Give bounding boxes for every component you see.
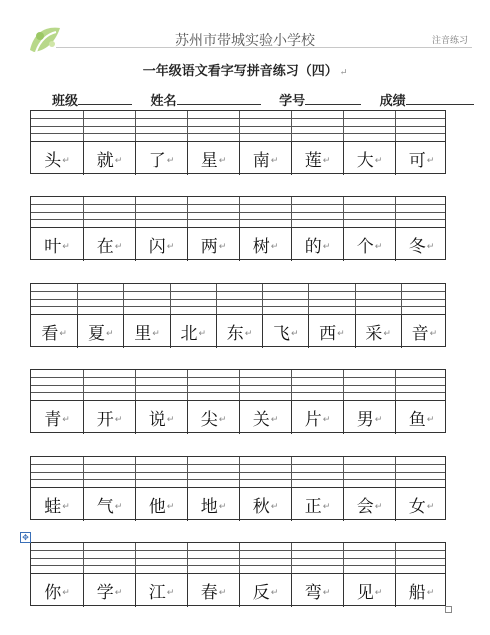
- pinyin-answer-cell[interactable]: [355, 284, 401, 314]
- hanzi-character: 气: [96, 496, 114, 517]
- character-cell: [135, 141, 187, 175]
- paragraph-mark: ↵: [218, 588, 227, 598]
- character-cell: [83, 487, 135, 521]
- pinyin-answer-cell[interactable]: [135, 457, 187, 487]
- character-cell: [343, 141, 395, 175]
- character-cell: [187, 227, 239, 261]
- paragraph-mark: ↵: [244, 329, 253, 339]
- paragraph-mark: ↵: [166, 415, 175, 425]
- hanzi-character: 两: [200, 236, 218, 257]
- character-cell: [77, 314, 123, 348]
- paragraph-mark: ↵: [426, 415, 435, 425]
- hanzi-character: 叶: [44, 236, 62, 257]
- pinyin-answer-cell[interactable]: [187, 370, 239, 400]
- paragraph-mark: ↵: [218, 415, 227, 425]
- pinyin-answer-cell[interactable]: [31, 543, 83, 573]
- hanzi-character: 女: [408, 496, 426, 517]
- character-cell: [291, 400, 343, 434]
- pinyin-answer-cell[interactable]: [239, 197, 291, 227]
- hanzi-character: 南: [252, 150, 270, 171]
- name-label: 姓名: [150, 94, 177, 109]
- character-cell: [291, 573, 343, 607]
- hanzi-character: 头: [44, 150, 62, 171]
- character-cell: [343, 227, 395, 261]
- character-cell: [395, 573, 447, 607]
- practice-row-3: [30, 283, 446, 347]
- pinyin-answer-cell[interactable]: [31, 457, 83, 487]
- paragraph-mark: ↵: [114, 242, 123, 252]
- paragraph-mark: ↵: [218, 502, 227, 512]
- pinyin-answer-cell[interactable]: [343, 197, 395, 227]
- character-cell: [343, 487, 395, 521]
- pinyin-answer-cell[interactable]: [123, 284, 169, 314]
- paragraph-mark: ↵: [374, 502, 383, 512]
- hanzi-character: 北: [180, 323, 198, 344]
- character-cell: [291, 141, 343, 175]
- paragraph-mark: ↵: [270, 415, 279, 425]
- pinyin-answer-cell[interactable]: [83, 197, 135, 227]
- pinyin-answer-cell[interactable]: [187, 543, 239, 573]
- hanzi-character: 江: [148, 582, 166, 603]
- paragraph-mark: ↵: [374, 242, 383, 252]
- character-cell: [343, 400, 395, 434]
- pinyin-answer-cell[interactable]: [239, 457, 291, 487]
- hanzi-character: 会: [356, 496, 374, 517]
- hanzi-character: 正: [304, 496, 322, 517]
- pinyin-answer-cell[interactable]: [135, 370, 187, 400]
- class-blank[interactable]: [78, 92, 132, 105]
- hanzi-character: 学: [96, 582, 114, 603]
- character-cell: [170, 314, 216, 348]
- paragraph-mark: ↵: [218, 242, 227, 252]
- hanzi-character: 见: [356, 582, 374, 603]
- character-cell: [135, 487, 187, 521]
- pinyin-answer-cell[interactable]: [395, 197, 447, 227]
- score-blank[interactable]: [406, 92, 474, 105]
- header-rule: [56, 47, 472, 48]
- pinyin-answer-cell[interactable]: [291, 457, 343, 487]
- student-number-blank[interactable]: [305, 92, 361, 105]
- paragraph-mark: ↵: [426, 156, 435, 166]
- pinyin-answer-cell[interactable]: [83, 457, 135, 487]
- pinyin-answer-cell[interactable]: [187, 457, 239, 487]
- hanzi-character: 夏: [88, 323, 106, 344]
- hanzi-character: 男: [356, 409, 374, 430]
- pinyin-answer-cell[interactable]: [135, 111, 187, 141]
- character-cell: [395, 400, 447, 434]
- hanzi-character: 片: [304, 409, 322, 430]
- pinyin-answer-cell[interactable]: [291, 197, 343, 227]
- paragraph-mark: ↵: [270, 502, 279, 512]
- practice-row-1: [30, 110, 446, 174]
- pinyin-answer-cell[interactable]: [216, 284, 262, 314]
- paragraph-mark: ↵: [62, 415, 70, 425]
- hanzi-character: 开: [96, 409, 114, 430]
- paragraph-mark: ↵: [429, 329, 438, 339]
- paragraph-mark: ↵: [322, 415, 331, 425]
- character-cell: [291, 227, 343, 261]
- hanzi-character: 西: [319, 323, 337, 344]
- character-cell: [123, 314, 169, 348]
- hanzi-character: 船: [408, 582, 426, 603]
- paragraph-mark: ↵: [339, 68, 348, 78]
- character-cell: [83, 573, 135, 607]
- hanzi-character: 反: [252, 582, 270, 603]
- pinyin-answer-cell[interactable]: [77, 284, 123, 314]
- hanzi-character: 弯: [304, 582, 322, 603]
- pinyin-answer-cell[interactable]: [83, 543, 135, 573]
- hanzi-character: 蛙: [44, 496, 62, 517]
- hanzi-character: 树: [252, 236, 270, 257]
- character-cell: [395, 227, 447, 261]
- paragraph-mark: ↵: [106, 329, 114, 339]
- paragraph-mark: ↵: [270, 588, 279, 598]
- paragraph-mark: ↵: [270, 242, 279, 252]
- hanzi-character: 冬: [408, 236, 426, 257]
- paragraph-mark: ↵: [62, 502, 70, 512]
- character-cell: [239, 227, 291, 261]
- character-cell: [343, 573, 395, 607]
- paragraph-mark: ↵: [374, 588, 383, 598]
- paragraph-mark: ↵: [62, 242, 70, 252]
- character-cell: [239, 141, 291, 175]
- name-blank[interactable]: [177, 92, 261, 105]
- character-cell: [31, 314, 77, 348]
- character-cell: [31, 400, 83, 434]
- pinyin-answer-cell[interactable]: [343, 111, 395, 141]
- page-title: [0, 60, 490, 79]
- paragraph-mark: ↵: [114, 502, 123, 512]
- pinyin-answer-cell[interactable]: [135, 543, 187, 573]
- school-name: 苏州市带城实验小学校: [175, 33, 315, 49]
- character-cell: [135, 573, 187, 607]
- pinyin-answer-cell[interactable]: [291, 111, 343, 141]
- paragraph-mark: ↵: [374, 415, 383, 425]
- pinyin-answer-cell[interactable]: [187, 111, 239, 141]
- character-cell: [216, 314, 262, 348]
- pinyin-answer-cell[interactable]: [291, 543, 343, 573]
- pinyin-answer-cell[interactable]: [31, 197, 83, 227]
- hanzi-character: 关: [252, 409, 270, 430]
- character-cell: [355, 314, 401, 348]
- student-number-label: 学号: [279, 94, 306, 109]
- hanzi-character: 地: [200, 496, 218, 517]
- character-cell: [291, 487, 343, 521]
- character-cell: [187, 487, 239, 521]
- character-cell: [187, 573, 239, 607]
- character-cell: [31, 227, 83, 261]
- pinyin-answer-cell[interactable]: [401, 284, 447, 314]
- pinyin-answer-cell[interactable]: [343, 457, 395, 487]
- practice-row-4: [30, 369, 446, 433]
- paragraph-mark: ↵: [218, 156, 227, 166]
- hanzi-character: 秋: [252, 496, 270, 517]
- pinyin-answer-cell[interactable]: [395, 111, 447, 141]
- hanzi-character: 音: [411, 323, 429, 344]
- hanzi-character: 青: [44, 409, 62, 430]
- hanzi-character: 他: [148, 496, 166, 517]
- character-cell: [239, 400, 291, 434]
- paragraph-mark: ↵: [270, 156, 279, 166]
- paragraph-mark: ↵: [426, 588, 435, 598]
- paragraph-mark: ↵: [152, 329, 160, 339]
- hanzi-character: 采: [365, 323, 383, 344]
- pinyin-answer-cell[interactable]: [395, 457, 447, 487]
- hanzi-character: 闪: [148, 236, 166, 257]
- paragraph-mark: ↵: [166, 156, 175, 166]
- hanzi-character: 就: [96, 150, 114, 171]
- paragraph-mark: ↵: [337, 329, 345, 339]
- paragraph-mark: ↵: [62, 156, 70, 166]
- paragraph-mark: ↵: [114, 156, 123, 166]
- paragraph-mark: ↵: [198, 329, 207, 339]
- table-resize-handle[interactable]: [445, 606, 452, 613]
- pinyin-answer-cell[interactable]: [135, 197, 187, 227]
- character-cell: [31, 487, 83, 521]
- score-label: 成绩: [379, 94, 406, 109]
- paragraph-mark: ↵: [322, 588, 331, 598]
- hanzi-character: 东: [226, 323, 244, 344]
- paragraph-mark: ↵: [114, 588, 123, 598]
- paragraph-mark: ↵: [322, 156, 331, 166]
- pinyin-answer-cell[interactable]: [239, 543, 291, 573]
- hanzi-character: 个: [356, 236, 374, 257]
- header-tag: 注音练习: [431, 36, 468, 46]
- practice-row-6: [30, 542, 446, 606]
- character-cell: [31, 573, 83, 607]
- paragraph-mark: ↵: [166, 242, 175, 252]
- character-cell: [187, 400, 239, 434]
- practice-row-5: [30, 456, 446, 520]
- pinyin-answer-cell[interactable]: [395, 543, 447, 573]
- table-move-handle-icon[interactable]: ✥: [20, 532, 31, 543]
- paragraph-mark: ↵: [322, 242, 331, 252]
- character-cell: [395, 487, 447, 521]
- class-label: 班级: [52, 94, 79, 109]
- character-cell: [83, 400, 135, 434]
- pinyin-answer-cell[interactable]: [31, 284, 77, 314]
- paragraph-mark: ↵: [426, 242, 435, 252]
- paragraph-mark: ↵: [322, 502, 331, 512]
- hanzi-character: 春: [200, 582, 218, 603]
- paragraph-mark: ↵: [374, 156, 383, 166]
- paragraph-mark: ↵: [62, 588, 70, 598]
- pinyin-answer-cell[interactable]: [343, 543, 395, 573]
- paragraph-mark: ↵: [59, 329, 67, 339]
- practice-row-2: [30, 196, 446, 260]
- paragraph-mark: ↵: [383, 329, 391, 339]
- character-cell: [239, 487, 291, 521]
- paragraph-mark: ↵: [426, 502, 435, 512]
- hanzi-character: 你: [44, 582, 62, 603]
- character-cell: [83, 141, 135, 175]
- pinyin-answer-cell[interactable]: [291, 370, 343, 400]
- character-cell: [395, 141, 447, 175]
- paragraph-mark: ↵: [166, 502, 175, 512]
- pinyin-answer-cell[interactable]: [343, 370, 395, 400]
- pinyin-answer-cell[interactable]: [31, 111, 83, 141]
- page-header: [0, 0, 490, 50]
- paragraph-mark: ↵: [114, 415, 123, 425]
- hanzi-character: 飞: [272, 323, 290, 344]
- pinyin-answer-cell[interactable]: [395, 370, 447, 400]
- pinyin-answer-cell[interactable]: [262, 284, 308, 314]
- character-cell: [239, 573, 291, 607]
- character-cell: [187, 141, 239, 175]
- pinyin-answer-cell[interactable]: [308, 284, 354, 314]
- hanzi-character: 大: [356, 150, 374, 171]
- pinyin-answer-cell[interactable]: [187, 197, 239, 227]
- hanzi-character: 莲: [304, 150, 322, 171]
- paragraph-mark: ↵: [290, 329, 299, 339]
- student-info-line: [52, 90, 474, 109]
- hanzi-character: 里: [134, 323, 152, 344]
- pinyin-answer-cell[interactable]: [83, 370, 135, 400]
- pinyin-answer-cell[interactable]: [239, 370, 291, 400]
- pinyin-answer-cell[interactable]: [170, 284, 216, 314]
- character-cell: [135, 227, 187, 261]
- character-cell: [83, 227, 135, 261]
- character-cell: [135, 400, 187, 434]
- character-cell: [401, 314, 447, 348]
- character-cell: [262, 314, 308, 348]
- character-cell: [308, 314, 354, 348]
- character-cell: [31, 141, 83, 175]
- hanzi-character: 鱼: [408, 409, 426, 430]
- title-text: 一年级语文看字写拼音练习（四）: [142, 64, 338, 79]
- hanzi-character: 的: [304, 236, 322, 257]
- hanzi-character: 看: [41, 323, 59, 344]
- paragraph-mark: ↵: [166, 588, 175, 598]
- pinyin-answer-cell[interactable]: [239, 111, 291, 141]
- hanzi-character: 说: [148, 409, 166, 430]
- pinyin-answer-cell[interactable]: [83, 111, 135, 141]
- pinyin-answer-cell[interactable]: [31, 370, 83, 400]
- hanzi-character: 可: [408, 150, 426, 171]
- hanzi-character: 尖: [200, 409, 218, 430]
- hanzi-character: 在: [96, 236, 114, 257]
- hanzi-character: 了: [148, 150, 166, 171]
- hanzi-character: 星: [200, 150, 218, 171]
